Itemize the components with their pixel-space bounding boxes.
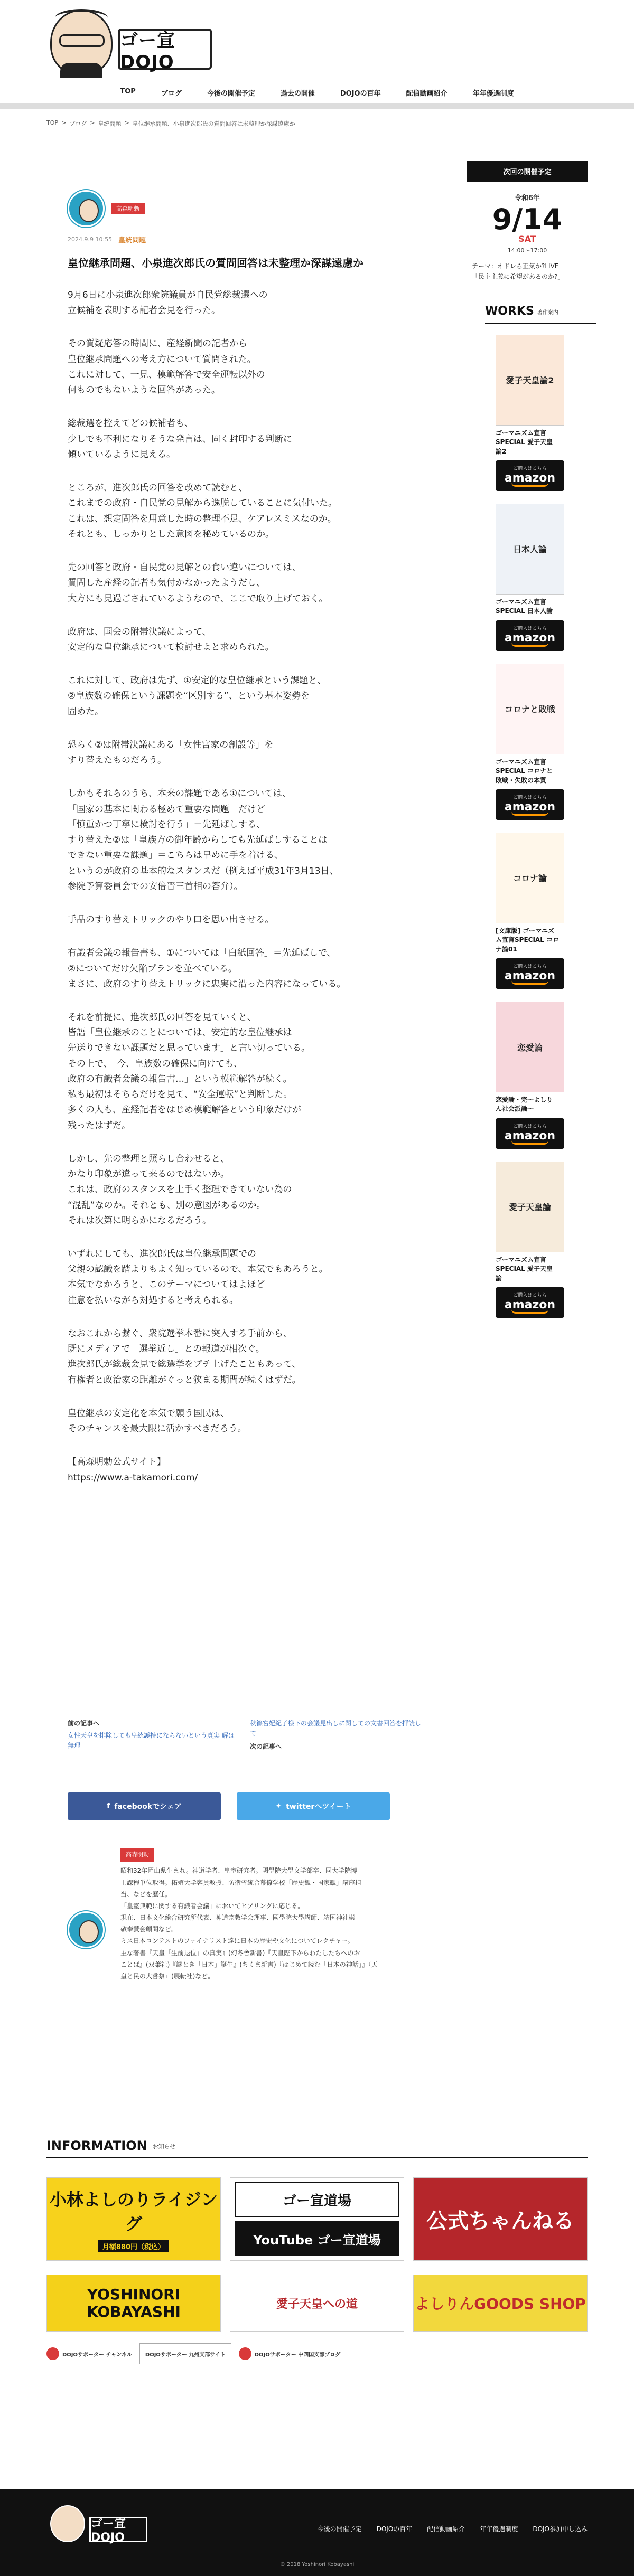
article-paragraph [68,288,406,318]
article-line: 大方にも見過ごされているようなので、ここで取り上げておく。 [68,593,328,604]
article-paragraph [68,1152,406,1229]
article-paragraph [68,1326,406,1388]
share-buttons [68,1792,390,1820]
article-line: 傾いているように見える。 [68,449,175,460]
profile-line: 昭和32年岡山県生まれ。神道学者、皇室研究者。國學院大學文学部卒、同大学院博 [120,1867,357,1875]
global-nav [0,83,634,103]
article-line: 恐らく②は附帯決議にある「女性宮家の創設等」を [68,739,274,750]
book-title-line: ゴーマニズム宣言 [496,598,547,606]
supporter-channel-label: DOJOサポーター チャンネル [62,2352,132,2358]
article-line: その上で、「今、皇族数の確保に向けても、 [68,1058,243,1069]
amazon-button[interactable] [496,958,564,989]
footer-logo[interactable] [50,2505,147,2542]
article-category[interactable]: 皇統問題 [118,237,146,244]
breadcrumb-category[interactable]: 皇統問題 [98,120,122,127]
logo-text: ゴー宣DOJO [118,29,212,70]
book-title [496,598,567,616]
goods-shop-banner[interactable]: よしりんGOODS SHOP [413,2275,588,2332]
article-line: これに対して、一見、模範解答で安全運転以外の [68,369,265,380]
article-paragraph [68,1010,406,1134]
book-title-line: [文庫版] ゴーマニズ [496,927,555,935]
works-heading [485,305,596,324]
kyushu-supporter-label: DOJOサポーター 九州支部サイト [145,2352,226,2358]
book-title-line: 論 [496,1274,502,1282]
amazon-logo-icon: amazon [504,1298,556,1312]
article-line: それは次第に明らかになるだろう。 [68,1215,211,1226]
article-line: 進次郎氏が総裁会見で総選挙をブチ上げたこともあって、 [68,1359,301,1370]
works-heading-ja: 著作案内 [537,309,558,316]
article-line: “混乱”なのか。それとも、別の意図があるのか。 [68,1200,266,1211]
article-line: 立候補を表明する記者会見を行った。 [68,305,220,316]
article-line: 多くの人も、産経記者をはじめ模範解答という印象だけが [68,1105,301,1116]
footer-logo-text: ゴー宣DOJO [89,2517,147,2542]
article-line: 皇位継承の安定化を本気で願う国民は、 [68,1408,229,1419]
nav-past[interactable]: 過去の開催 [280,90,315,98]
book-title [496,1256,567,1283]
article-line: 先の回答と政府・自民党の見解との食い違いについては、 [68,562,301,573]
logo-character-icon [50,10,113,75]
article-line: これは、政府のスタンスを上手く整理できていない為の [68,1184,292,1195]
book-title-line: ゴーマニズム宣言 [496,1256,547,1263]
amazon-button[interactable] [496,460,564,491]
event-theme [467,261,588,282]
information-section [46,2138,588,2364]
amazon-button-caption: ご購入はこちら [513,795,547,800]
book-title [496,1096,567,1114]
article-line: 残ったはずだ。 [68,1120,130,1131]
twitter-share-button[interactable] [237,1792,390,1820]
article-paragraph [68,673,406,720]
nav-benefit[interactable]: 年年優遇制度 [472,90,514,98]
author-profile [68,1848,419,1980]
footer-nav [318,2524,588,2533]
book-cover[interactable]: 愛子天皇論2 [496,335,564,426]
amazon-smile-icon [511,980,548,985]
nav-blog[interactable]: ブログ [161,90,182,98]
supporter-channel-link[interactable] [46,2343,132,2364]
profile-line: 現在、日本文化総合研究所代表、神道宗教学会理事、國學院大學講師、靖国神社崇 [120,1914,356,1922]
book-title-line: ゴーマニズム宣言 [496,429,547,437]
profile-line: 士課程単位取得。拓殖大学客員教授、防衛省統合幕僚学校「歴史観・国家観」講座担 [120,1879,362,1886]
copyright: © 2018 Yoshinori Kobayashi [279,2562,355,2568]
article-line: 9月6日に小泉進次郎衆院議員が自民党総裁選への [68,290,268,300]
article-line: 既にメディアで「選挙近し」との報道が相次ぐ。 [68,1344,265,1355]
article-line: ところが、進次郎氏の回答を改めて読むと、 [68,483,247,494]
article-line: 注意を払いながら対処すると考えられる。 [68,1295,238,1306]
article-line: というのが政府の基本的なスタンスだ（例えば平成31年3月13日、 [68,865,339,876]
amazon-button-caption: ご購入はこちら [513,626,547,631]
amazon-button[interactable] [496,1287,564,1318]
article-line: 政府は、国会の附帯決議によって、 [68,626,211,637]
author-avatar[interactable] [68,190,105,227]
profile-line: ミス日本コンテストのファイナリスト達に日本の歴史や文化についてレクチャー。 [120,1937,354,1945]
chushikoku-supporter-link[interactable] [239,2343,341,2364]
prev-post-link[interactable]: 女性天皇を排除しても皇統護持にならないという真実 解は無理 [68,1732,235,1750]
article-line: それを前提に、進次郎氏の回答を見ていくと、 [68,1012,256,1023]
article-paragraph [68,480,406,542]
works-heading-en: WORKS [485,304,534,318]
next-post-link[interactable]: 秋篠宮妃紀子様下の会議見出しに関しての文書回答を拝読して [250,1720,422,1738]
article-paragraph [68,738,406,768]
article-line: まさに、政府のすり替えトリックに忠実に沿った内容になっている。 [68,978,346,989]
event-theme-line: テーマ：オドレら正気か?LIVE [472,262,559,270]
book-cover[interactable]: 恋愛論 [496,1002,564,1092]
article-line: 皇位継承問題への考え方について質問された。 [68,354,256,365]
rising-banner[interactable] [46,2177,221,2261]
facebook-icon: f [107,1802,110,1810]
article-line: 安定的な皇位継承について検討せよと求められた。 [68,641,274,653]
nav-century[interactable]: DOJOの百年 [340,90,381,98]
amazon-smile-icon [511,1140,548,1145]
supporter-links [46,2343,588,2364]
book-title-line: ん社会派論～ [496,1105,534,1113]
book-title-line: ナ論01 [496,945,517,953]
nav-top[interactable]: TOP [120,88,136,96]
article-line: 固めた。 [68,706,104,717]
book-title-line: ゴーマニズム宣言 [496,758,547,766]
header-divider [0,103,634,109]
work-item [496,833,567,989]
article-line: できない重要な課題」＝こちらは早めに手を着ける、 [68,850,283,861]
prev-post-label: 前の記事へ [68,1720,100,1727]
amazon-button[interactable] [496,620,564,651]
article-paragraph [68,912,406,928]
article-line: 手品のすり替えトリックのやり口を思い出させる。 [68,914,274,926]
author-tag[interactable]: 高森明勅 [111,203,145,214]
book-cover[interactable]: コロナと敗戦 [496,664,564,754]
article-line: 有識者会議の報告書も、①については「白紙回答」＝先延ばしで、 [68,948,336,959]
book-title-line: ム宣言SPECIAL コロ [496,936,560,944]
footer-nav-schedule[interactable]: 今後の開催予定 [317,2525,362,2533]
amazon-smile-icon [511,483,548,487]
breadcrumb-top[interactable]: TOP [46,119,59,126]
article-line: 政府の有識者会議の報告書…」という模範解答が続く。 [68,1073,292,1084]
article-line: しかし、先の整理と照らし合わせると、 [68,1153,229,1164]
article-line: いずれにしても、進次郎氏は皇位継承問題での [68,1249,256,1260]
article-line: かなり印象が違って来るのではないか。 [68,1169,229,1180]
breadcrumb-blog[interactable]: ブログ [69,120,87,127]
book-title-line: 論2 [496,447,507,455]
breadcrumb-current: 皇位継承問題、小泉進次郎氏の質問回答は未整理か深謀遠慮か [132,120,295,127]
event-time: 14:00〜17:00 [507,247,547,254]
profile-text [120,1848,378,1980]
profile-tag[interactable]: 高森明勅 [120,1848,154,1862]
article-line: 少しでも不利になりそうな発言は、固く封印する判断に [68,433,292,445]
site-header [0,0,634,103]
article-line: 【高森明勅公式サイト】 [68,1457,166,1468]
article-line: すり替えたものだろう。 [68,755,166,766]
work-item [496,1002,567,1149]
article-line: その質疑応答の時間に、産経新聞の記者から [68,338,247,350]
work-item [496,664,567,820]
book-title-line: SPECIAL 日本人論 [496,607,553,615]
amazon-logo-icon: amazon [504,631,556,645]
article-line: 皆語「皇位継承のことについては、安定的な皇位継承は [68,1027,292,1039]
amazon-button[interactable] [496,789,564,820]
youtube-dojo-banner: YouTube ゴー宣道場 [235,2221,399,2256]
article-body [68,288,406,1486]
amazon-button-caption: ご購入はこちら [513,1293,547,1299]
aiko-road-banner[interactable]: 愛子天皇への道 [230,2275,404,2332]
article [68,190,406,1486]
book-title [496,927,567,954]
article-line: 参院予算委員会での安倍晋三首相の答弁）。 [68,881,243,892]
amazon-smile-icon [511,1309,548,1314]
article-line: 総裁選を控えてどの候補者も、 [68,418,193,429]
footer-nav-apply[interactable]: DOJO参加申し込み [533,2525,588,2533]
profile-line: 主な著書『天皇「生前退位」の真実』(幻冬舎新書)『天皇陛下からわたしたちへのお [120,1949,360,1957]
nav-schedule[interactable]: 今後の開催予定 [207,90,255,98]
work-item [496,504,567,651]
amazon-button-caption: ご購入はこちら [513,1124,547,1129]
footer-logo-character-icon [50,2505,85,2542]
article-paragraph [68,560,406,607]
amazon-logo-icon: amazon [504,471,556,485]
article-title: 皇位継承問題、小泉進次郎氏の質問回答は未整理か深謀遠慮か [68,257,363,269]
book-title-line: 恋愛論・完～よしり [496,1096,553,1104]
book-cover[interactable]: コロナ論 [496,833,564,923]
works-list [467,335,588,1318]
next-event[interactable] [467,192,588,282]
article-meta [68,234,406,244]
footer-nav-video[interactable]: 配信動画紹介 [427,2525,465,2533]
article-line: しかもそれらのうち、本来の課題である①については、 [68,788,291,799]
amazon-logo-icon: amazon [504,1129,556,1143]
article-line: 有権者と政治家の距離がぐっと狭まる期間が続くはずだ。 [68,1374,301,1385]
article-paragraph [68,946,406,992]
book-title [496,758,567,785]
amazon-logo-icon: amazon [504,969,556,983]
event-weekday: SAT [518,234,536,244]
article-line: 何ものでもないような回答があった。 [68,385,220,396]
article-line: 本気でなかろうと、このテーマについてはよほど [68,1279,265,1290]
facebook-share-button[interactable] [68,1792,221,1820]
article-line: そのチャンスを最大限に活かすべきだろう。 [68,1423,247,1435]
article-paragraph [68,416,406,463]
profile-line: 皇と民の大嘗祭』(展転社)など。 [120,1973,215,1980]
sidebar [467,161,588,1318]
article-line: ②についてだけ欠陥プランを並べている。 [68,963,237,974]
rising-banner-title: 小林よしのりライジング [49,2189,218,2234]
book-title-line: SPECIAL コロナと [496,767,553,775]
rising-banner-price: 月額880円（税込） [98,2240,169,2252]
book-title [496,429,567,456]
article-line: これは、想定問答を用意した時の整理不足、ケアレスミスなのか。 [68,513,337,524]
book-title-line: SPECIAL 愛子天皇 [496,1265,553,1273]
information-heading-en: INFORMATION [46,2138,147,2153]
amazon-button-caption: ご購入はこちら [513,466,547,471]
official-site-banner[interactable]: YOSHINORI KOBAYASHI [46,2275,221,2332]
kyushu-supporter-link[interactable] [139,2343,231,2364]
author-row [68,190,406,227]
twitter-icon: ✦ [275,1802,282,1810]
twitter-share-label: twitterへツイート [286,1803,351,1811]
article-paragraph [68,1455,406,1485]
article-line: これまでの政府・自民党の見解から逸脱していることに気付いた。 [68,498,337,509]
supporter-channel-icon [46,2347,59,2360]
chushikoku-supporter-icon [239,2347,251,2360]
event-theme-line: 「民主主義に希望があるのか?」 [472,273,564,281]
article-date: 2024.9.9 10:55 [68,236,113,243]
article-line: 先送りできない課題だと思っています」と言い切っている。 [68,1043,310,1054]
chushikoku-supporter-label: DOJOサポーター 中四国支部ブログ [254,2352,341,2358]
article-paragraph [68,786,406,894]
dojo-channel-banner[interactable] [230,2177,404,2261]
article-line: これに対して、政府は先ず、①安定的な皇位継承という課題と、 [68,675,327,686]
work-item [496,335,567,491]
amazon-button[interactable] [496,1118,564,1149]
footer-nav-benefit[interactable]: 年年優遇制度 [480,2525,518,2533]
niconico-dojo-banner: ゴー宣道場 [235,2182,399,2217]
article-line: ②皇族数の確保という課題を“区別する”、という基本姿勢を [68,691,310,702]
site-logo[interactable] [50,6,219,75]
article-line: 「慎重かつ丁寧に検討を行う」＝先延ばしする、 [68,819,265,830]
next-post-label: 次の記事へ [250,1743,282,1751]
article-line: 私も最初はそちらだけを見て、“安全運転”と判断した。 [68,1089,293,1100]
profile-description [120,1865,378,1982]
article-line: すり替えた②は「皇族方の御年齢からしても先延ばしすることは [68,835,328,846]
article-paragraph [68,1247,406,1308]
facebook-share-label: facebookでシェア [114,1803,182,1811]
post-navigation [68,1719,422,1754]
article-line: 質問した産経の記者も気付かなかったようだし、 [68,578,265,589]
profile-line: 「皇室典範に関する有識者会議」においてヒアリングに応じる。 [120,1902,304,1910]
breadcrumb [46,119,295,128]
profile-avatar [68,1911,105,1948]
event-era: 令和6年 [514,194,540,202]
book-title-line: 敗戦・失敗の本質 [496,776,547,784]
book-cover[interactable]: 日本人論 [496,504,564,595]
book-cover[interactable]: 愛子天皇論 [496,1162,564,1252]
banner-grid [46,2177,588,2332]
book-title-line: SPECIAL 愛子天皇 [496,438,553,446]
article-paragraph [68,625,406,655]
article-paragraph [68,336,406,398]
article-line: 父親の認識を踏よりもよく知っているので、本気でもあろうと。 [68,1264,328,1275]
information-heading-ja: お知らせ [152,2143,176,2150]
footer-nav-century[interactable]: DOJOの百年 [376,2525,413,2533]
article-line: なおこれから繋ぐ、衆院選挙本番に突入する手前から、 [68,1328,292,1339]
breadcrumb-separator: > [124,119,129,126]
profile-line: 当、などを歴任。 [120,1890,172,1898]
article-line: 「国家の基本に関わる極めて重要な問題」だけど [68,804,265,815]
site-footer [0,2489,634,2576]
breadcrumb-separator: > [61,119,67,126]
information-heading [46,2138,588,2158]
article-paragraph [68,1406,406,1437]
profile-line: ことば』(双葉社)『謎とき「日本」誕生』(ちくま新書)『はじめて読む「日本の神話」』『天 [120,1960,378,1968]
event-date: 9/14 [492,203,563,236]
official-channel-banner[interactable]: 公式ちゃんねる [413,2177,588,2261]
nav-video[interactable]: 配信動画紹介 [406,90,447,98]
article-line: それとも、しっかりとした意図を秘めているのか。 [68,529,274,540]
breadcrumb-separator: > [90,119,95,126]
article-line: https://www.a-takamori.com/ [68,1472,198,1483]
amazon-smile-icon [511,812,548,816]
amazon-button-caption: ご購入はこちら [513,964,547,970]
amazon-smile-icon [511,643,548,647]
schedule-heading: 次回の開催予定 [467,161,588,182]
work-item [496,1162,567,1318]
amazon-logo-icon: amazon [504,800,556,814]
profile-line: 敬奉賛会顧問など。 [120,1926,178,1933]
